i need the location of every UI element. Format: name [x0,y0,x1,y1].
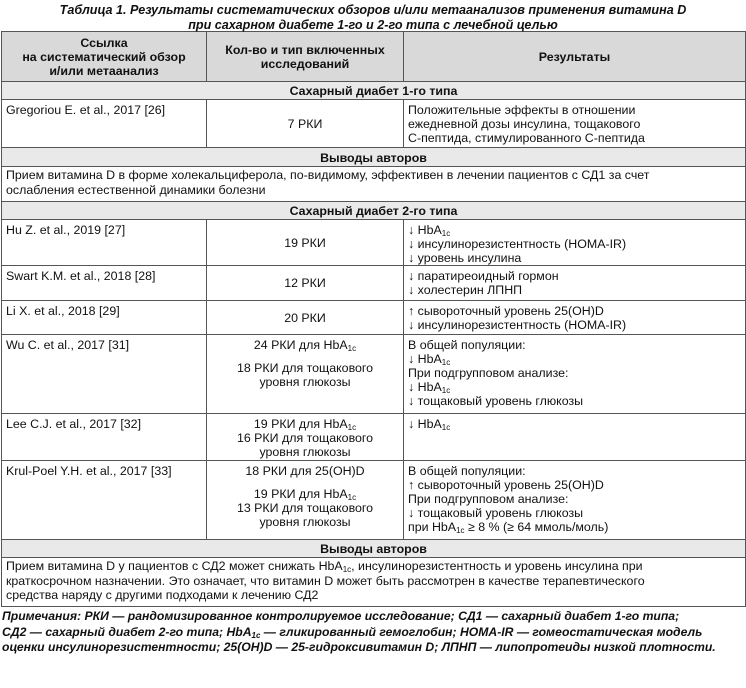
conclusions-t2d: Прием витамина D у пациентов с СД2 может снижать HbA$_{1c}$, инсулинорезистентность и уровень инсулина при краткосрочном назначении. Это означает, что витамин D может быть рассмотрен в качестве терапевтического средства наряду с другими подходами к лечению СД2 [2,558,746,607]
count-cell: 12 РКИ [207,266,404,301]
count-cell: 7 РКИ [207,100,404,148]
ref-cell: Wu C. et al., 2017 [31] [2,335,207,414]
table-row [2,266,746,301]
table-caption [0,0,746,31]
table-row [2,100,746,148]
results-cell: ↑ сывороточный уровень 25(OH)D ↓ инсулинорезистентность (HOMA-IR) [404,301,746,335]
section-conclusions-title-t1d: Выводы авторов [2,148,746,167]
table-row [2,461,746,540]
header-count: Кол-во и тип включенных исследований [207,32,404,82]
results-cell: ↓ HbA$_{1c}$ [404,414,746,461]
count-cell: 24 РКИ для HbA$_{1c}$ 18 РКИ для тощакового уровня глюкозы [207,335,404,414]
ref-cell: Lee C.J. et al., 2017 [32] [2,414,207,461]
caption-line-1: Таблица 1. Результаты систематических обзоров и/или метаанализов применения витамина D [59,3,687,17]
count-cell: 19 РКИ [207,220,404,266]
results-table [1,31,746,607]
results-cell: В общей популяции: ↓ HbA$_{1c}$ При подгрупповом анализе: ↓ HbA$_{1c}$ ↓ тощаковый уровень глюкозы [404,335,746,414]
results-cell: Положительные эффекты в отношении ежедневной дозы инсулина, тощакового С-пептида, стимулированного С-пептида [404,100,746,148]
count-cell: 19 РКИ для HbA$_{1c}$ 16 РКИ для тощакового уровня глюкозы [207,414,404,461]
table-row [2,335,746,414]
table-row [2,301,746,335]
section-title-t1d: Сахарный диабет 1-го типа [2,82,746,100]
table-row [2,220,746,266]
ref-cell: Li X. et al., 2018 [29] [2,301,207,335]
conclusions-t1d: Прием витамина D в форме холекальциферола, по-видимому, эффективен в лечении пациентов с СД1 за счет ослабления естественной динамики болезни [2,167,746,202]
results-cell: ↓ паратиреоидный гормон ↓ холестерин ЛПНП [404,266,746,301]
table-notes: Примечания: РКИ — рандомизированное контролируемое исследование; СД1 — сахарный диабет 1-го типа; СД2 — сахарный диабет 2-го типа; HbA$_{1c}$ — гликированный гемоглобин; HOMA-IR — гомеостатическая модель оценки инсулинорезистентности; 25(OH)D — 25-гидроксивитамин D; ЛПНП — липопротеиды низкой плотности. [2,609,716,654]
section-conclusions-title-t2d: Выводы авторов [2,540,746,558]
header-row [2,32,746,82]
ref-cell: Hu Z. et al., 2019 [27] [2,220,207,266]
caption-line-2: при сахарном диабете 1-го и 2-го типа с лечебной целью [188,18,558,32]
ref-cell: Krul-Poel Y.H. et al., 2017 [33] [2,461,207,540]
ref-cell: Gregoriou E. et al., 2017 [26] [2,100,207,148]
results-cell: В общей популяции: ↑ сывороточный уровень 25(OH)D При подгрупповом анализе: ↓ тощаковый уровень глюкозы при HbA$_{1c}$ ≥ 8 % (≥ 64 ммоль/моль) [404,461,746,540]
section-title-t2d: Сахарный диабет 2-го типа [2,202,746,220]
header-reference: Ссылка на систематический обзор и/или метаанализ [2,32,207,82]
count-cell: 20 РКИ [207,301,404,335]
header-results: Результаты [404,32,746,82]
table-row [2,414,746,461]
count-cell: 18 РКИ для 25(OH)D 19 РКИ для HbA$_{1c}$ 13 РКИ для тощакового уровня глюкозы [207,461,404,540]
ref-cell: Swart K.M. et al., 2018 [28] [2,266,207,301]
results-cell: ↓ HbA$_{1c}$ ↓ инсулинорезистентность (HOMA-IR) ↓ уровень инсулина [404,220,746,266]
